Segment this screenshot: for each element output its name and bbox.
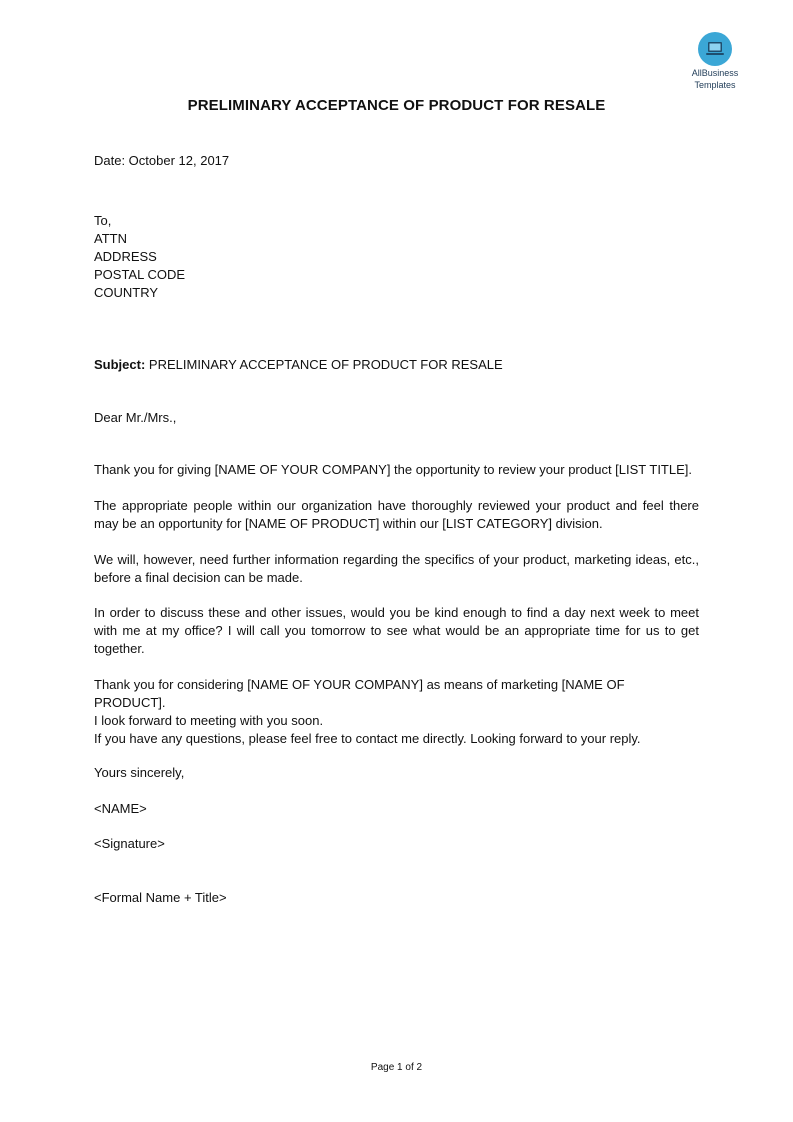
greeting: Dear Mr./Mrs., — [94, 410, 177, 425]
closing: Yours sincerely, — [94, 765, 185, 780]
formal-name-title: <Formal Name + Title> — [94, 890, 227, 905]
recipient-address — [94, 212, 699, 302]
document-title: PRELIMINARY ACCEPTANCE OF PRODUCT FOR RESALE — [187, 97, 606, 114]
address-line-postal-code: POSTAL CODE — [94, 267, 186, 282]
address-line-attn: ATTN — [94, 231, 127, 246]
paragraph-1: Thank you for giving [NAME OF YOUR COMPANY] the opportunity to review your product [LIST TITLE]. — [94, 462, 692, 477]
paragraph-3: We will, however, need further information regarding the specifics of your product, marketing ideas, etc., before a final decision can be made. — [94, 552, 699, 585]
company-logo — [684, 32, 746, 90]
sender-name: <NAME> — [94, 801, 147, 816]
logo-text-line1: AllBusiness — [691, 68, 739, 78]
paragraph-2: The appropriate people within our organization have thoroughly reviewed your product and feel there may be an opportunity for [NAME OF PRODUCT] within our [LIST CATEGORY] division. — [94, 498, 699, 531]
laptop-icon — [698, 32, 732, 66]
page-number: Page 1 of 2 — [370, 1062, 423, 1073]
paragraph-5 — [94, 676, 699, 730]
subject-label: Subject: — [94, 357, 146, 372]
letter-date: Date: October 12, 2017 — [94, 153, 230, 168]
paragraph-5-line-2: I look forward to meeting with you soon. — [94, 713, 324, 728]
paragraph-6: If you have any questions, please feel free to contact me directly. Looking forward to your reply. — [94, 731, 641, 746]
address-line-country: COUNTRY — [94, 285, 159, 300]
signature-placeholder: <Signature> — [94, 836, 165, 851]
subject-line — [94, 356, 699, 374]
subject-text: PRELIMINARY ACCEPTANCE OF PRODUCT FOR RESALE — [148, 357, 503, 372]
logo-text-line2: Templates — [694, 80, 736, 90]
paragraph-4: In order to discuss these and other issues, would you be kind enough to find a day next week to meet with me at my office? I will call you tomorrow to see what would be an appropriate time for us to get together. — [94, 605, 699, 656]
address-line-to: To, — [94, 213, 112, 228]
paragraph-5-line-1: Thank you for considering [NAME OF YOUR COMPANY] as means of marketing [NAME OF PRODUCT]. — [94, 677, 625, 710]
address-line-address: ADDRESS — [94, 249, 157, 264]
